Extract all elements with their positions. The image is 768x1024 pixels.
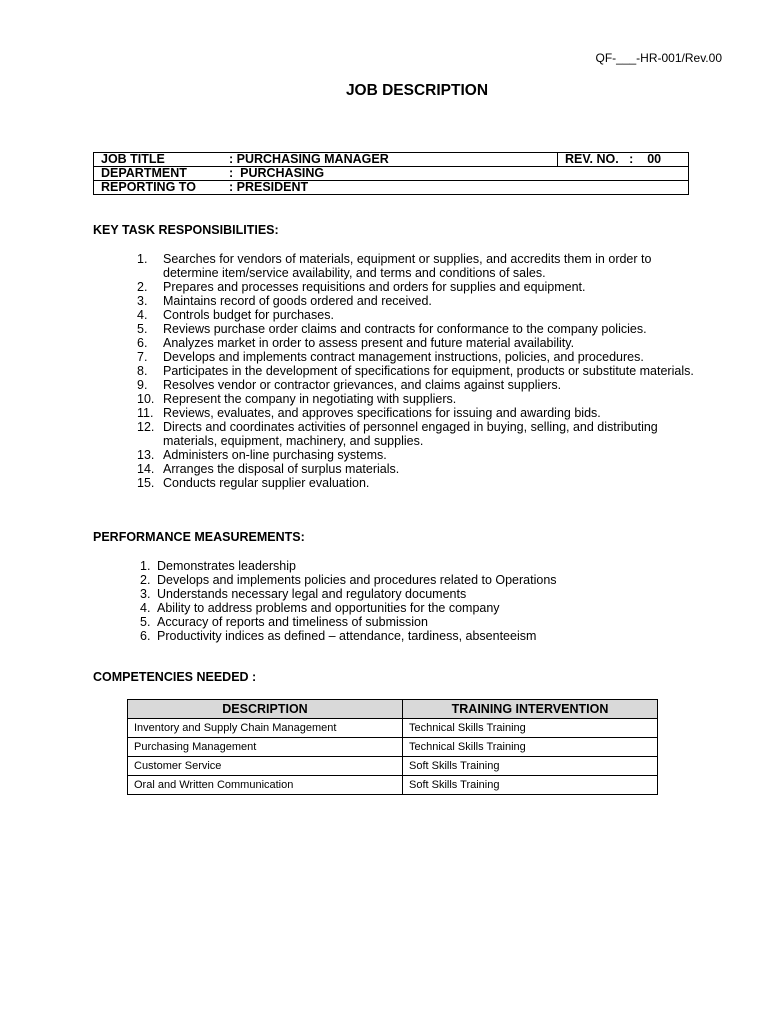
list-item bbox=[137, 476, 697, 490]
list-item-text: Reviews purchase order claims and contracts for conformance to the company policies. bbox=[163, 322, 647, 336]
table-row bbox=[128, 719, 658, 738]
list-item-number: 3. bbox=[137, 294, 148, 308]
reporting-label: REPORTING TO bbox=[101, 180, 196, 194]
page-title: JOB DESCRIPTION bbox=[345, 82, 489, 99]
list-item bbox=[140, 629, 640, 643]
list-item-number: 9. bbox=[137, 378, 148, 392]
list-item-text: Demonstrates leadership bbox=[157, 559, 296, 573]
table-row bbox=[128, 738, 658, 757]
list-item-number: 1. bbox=[137, 252, 148, 266]
training-intervention-cell: Technical Skills Training bbox=[403, 719, 658, 738]
list-item-text: Reviews, evaluates, and approves specifications for issuing and awarding bids. bbox=[163, 406, 601, 420]
list-item-text: Accuracy of reports and timeliness of submission bbox=[157, 615, 428, 629]
list-item-number: 2. bbox=[137, 280, 148, 294]
list-item-number: 8. bbox=[137, 364, 148, 378]
list-item bbox=[140, 601, 640, 615]
competency-description-cell: Oral and Written Communication bbox=[128, 776, 403, 795]
list-item bbox=[137, 322, 697, 336]
list-item-number: 12. bbox=[137, 420, 155, 434]
performance-heading: PERFORMANCE MEASUREMENTS: bbox=[93, 530, 305, 544]
list-item-number: 3. bbox=[140, 587, 151, 601]
list-item-number: 13. bbox=[137, 448, 155, 462]
list-item-text: Understands necessary legal and regulatory documents bbox=[157, 587, 467, 601]
competency-description-cell: Inventory and Supply Chain Management bbox=[128, 719, 403, 738]
list-item-text: Arranges the disposal of surplus materials. bbox=[163, 462, 400, 476]
list-item-text: Represent the company in negotiating with suppliers. bbox=[163, 392, 457, 406]
training-intervention-cell: Soft Skills Training bbox=[403, 757, 658, 776]
training-column-header: TRAINING INTERVENTION bbox=[403, 700, 658, 719]
list-item-number: 15. bbox=[137, 476, 155, 490]
list-item-number: 6. bbox=[140, 629, 151, 643]
list-item-text: Maintains record of goods ordered and received. bbox=[163, 294, 432, 308]
key-tasks-heading: KEY TASK RESPONSIBILITIES: bbox=[93, 223, 279, 237]
table-row bbox=[128, 757, 658, 776]
competencies-header-row bbox=[128, 700, 658, 719]
list-item bbox=[140, 615, 640, 629]
training-intervention-cell: Soft Skills Training bbox=[403, 776, 658, 795]
list-item-number: 2. bbox=[140, 573, 151, 587]
list-item bbox=[137, 406, 697, 420]
list-item bbox=[137, 378, 697, 392]
department-value: : PURCHASING bbox=[229, 166, 325, 180]
list-item bbox=[137, 308, 697, 322]
list-item-text: Prepares and processes requisitions and orders for supplies and equipment. bbox=[163, 280, 586, 294]
list-item-number: 7. bbox=[137, 350, 148, 364]
list-item-text: Administers on-line purchasing systems. bbox=[163, 448, 387, 462]
list-item-number: 6. bbox=[137, 336, 148, 350]
list-item bbox=[140, 587, 640, 601]
list-item bbox=[137, 294, 697, 308]
list-item bbox=[137, 280, 697, 294]
list-item bbox=[137, 364, 697, 378]
job-header-table bbox=[93, 152, 689, 195]
job-title-row bbox=[94, 153, 689, 167]
list-item-number: 1. bbox=[140, 559, 151, 573]
performance-list bbox=[140, 559, 640, 643]
list-item-text: Searches for vendors of materials, equipment or supplies, and accredits them in order to determine item/service availability, and terms and conditions of sales. bbox=[163, 252, 652, 280]
list-item-number: 11. bbox=[137, 406, 154, 420]
competencies-heading: COMPETENCIES NEEDED : bbox=[93, 670, 257, 684]
list-item-number: 4. bbox=[137, 308, 148, 322]
document-code: QF-___-HR-001/Rev.00 bbox=[595, 51, 722, 65]
list-item-text: Resolves vendor or contractor grievances, and claims against suppliers. bbox=[163, 378, 562, 392]
reporting-row bbox=[94, 181, 689, 195]
list-item bbox=[140, 573, 640, 587]
job-title-label: JOB TITLE bbox=[101, 152, 165, 166]
list-item bbox=[137, 252, 697, 280]
list-item-text: Conducts regular supplier evaluation. bbox=[163, 476, 370, 490]
list-item-number: 5. bbox=[137, 322, 148, 336]
list-item-text: Controls budget for purchases. bbox=[163, 308, 334, 322]
rev-no-cell: REV. NO. : 00 bbox=[558, 153, 689, 167]
description-column-header: DESCRIPTION bbox=[128, 700, 403, 719]
competency-description-cell: Purchasing Management bbox=[128, 738, 403, 757]
list-item-number: 10. bbox=[137, 392, 155, 406]
list-item-text: Develops and implements contract management instructions, policies, and procedures. bbox=[163, 350, 644, 364]
list-item bbox=[140, 559, 640, 573]
list-item-number: 4. bbox=[140, 601, 151, 615]
list-item-text: Directs and coordinates activities of personnel engaged in buying, selling, and distributing materials, equipment, machinery, and supplies. bbox=[163, 420, 658, 448]
list-item-number: 14. bbox=[137, 462, 155, 476]
list-item bbox=[137, 448, 697, 462]
job-title-cell bbox=[94, 153, 558, 167]
list-item-text: Ability to address problems and opportunities for the company bbox=[157, 601, 500, 615]
list-item-text: Productivity indices as defined – attendance, tardiness, absenteeism bbox=[157, 629, 537, 643]
list-item bbox=[137, 392, 697, 406]
list-item-text: Analyzes market in order to assess present and future material availability. bbox=[163, 336, 575, 350]
table-row bbox=[128, 776, 658, 795]
list-item bbox=[137, 420, 697, 448]
job-title-value: : PURCHASING MANAGER bbox=[229, 152, 389, 166]
reporting-cell bbox=[94, 181, 689, 195]
list-item-text: Develops and implements policies and procedures related to Operations bbox=[157, 573, 557, 587]
list-item-number: 5. bbox=[140, 615, 151, 629]
list-item bbox=[137, 336, 697, 350]
key-tasks-list bbox=[137, 252, 697, 490]
department-label: DEPARTMENT bbox=[101, 166, 187, 180]
department-cell bbox=[94, 167, 689, 181]
reporting-value: : PRESIDENT bbox=[229, 180, 309, 194]
department-row bbox=[94, 167, 689, 181]
list-item-text: Participates in the development of specifications for equipment, products or substitute materials. bbox=[163, 364, 694, 378]
list-item bbox=[137, 462, 697, 476]
competency-description-cell: Customer Service bbox=[128, 757, 403, 776]
training-intervention-cell: Technical Skills Training bbox=[403, 738, 658, 757]
list-item bbox=[137, 350, 697, 364]
competencies-table bbox=[127, 699, 658, 795]
